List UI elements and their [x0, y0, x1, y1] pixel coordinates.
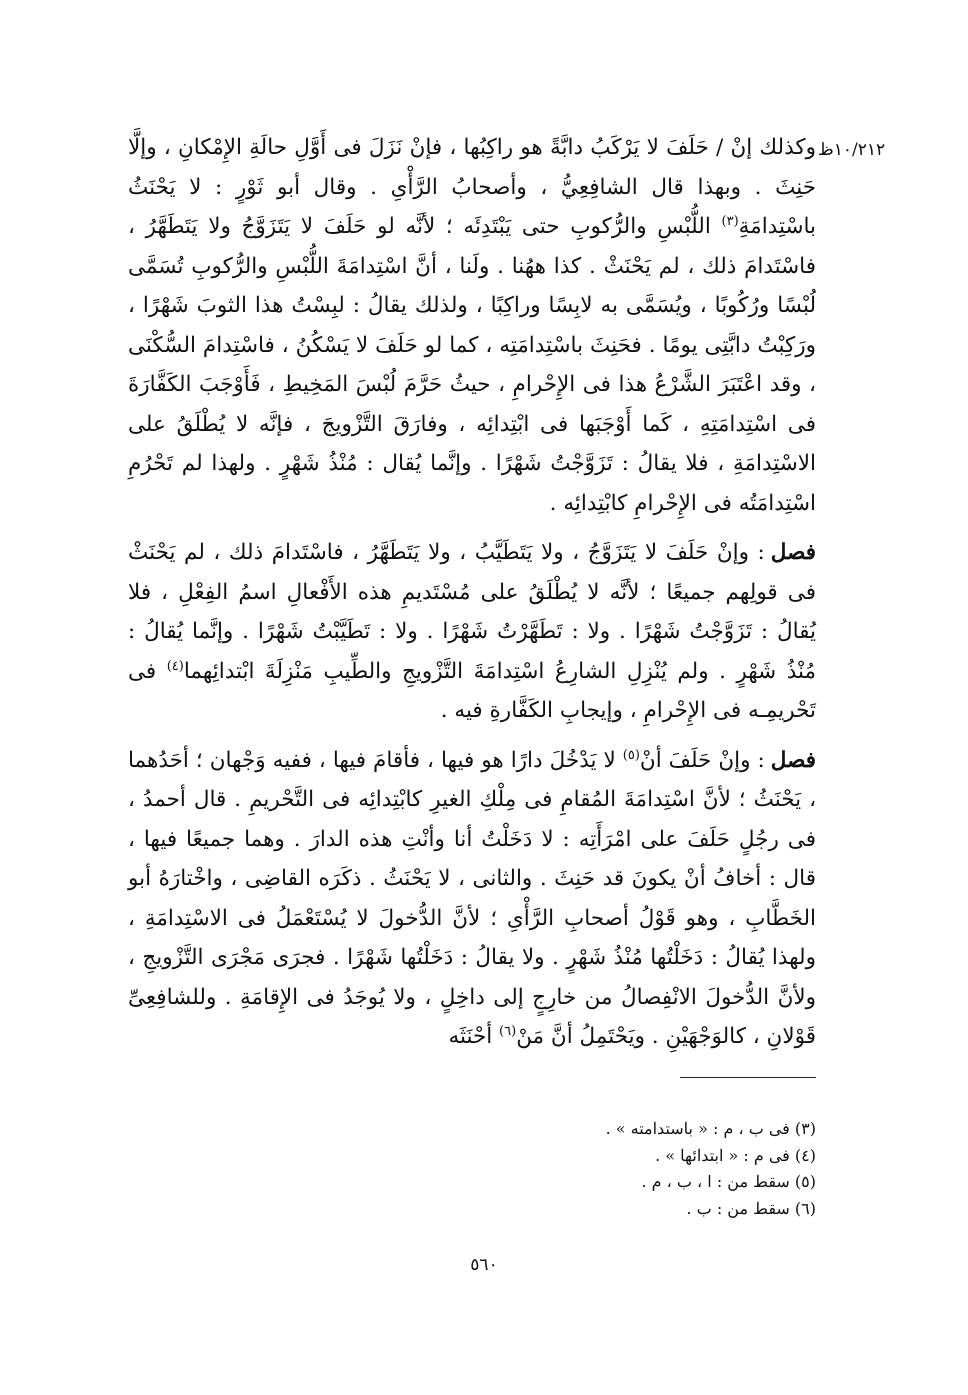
text-line: ابْتِدائِه ، وفارَقَ التَّزْويجَ ، فإنَّه لا يُطْلَقُ على الاسْتِدامَةِ ، فلا يقالُ : تَزَوَّجْتُ شَهْرًا . وإنَّما — [128, 411, 816, 476]
text-line: لا يَدْخُلَ دارًا هو فيها ، فأقامَ فيها ، ففيه وَجْهان ؛ أحَدُهما ، — [128, 747, 817, 812]
section-label: فصل — [770, 540, 816, 565]
footnote-marker: (٤) — [166, 658, 184, 674]
main-text — [128, 128, 816, 1057]
footnote: (٤) فى م : « ابتدائها » . — [655, 1145, 816, 1165]
text-line: قولِهم جميعًا ؛ لأنَّه لا يُطْلَقُ على مُسْتَديمِ هذه الأَفْعالِ اسمُ الفِعْلِ ، فلا يُقالُ : تَزَوَّجْتُ — [128, 579, 816, 644]
footnote-marker: (٦) — [499, 1023, 517, 1039]
footnote-marker: (٣) — [721, 213, 739, 229]
section-label: فصل — [770, 747, 816, 773]
text-line: يَحْنَثْ . كذا ههُنا . ولَنا ، أنَّ اسْتِدامَةَ اللُّبْسِ والرُّكوبِ تُسَمَّى لُبْسًا ورُكُوبًا ، ويُسَمَّى — [128, 253, 816, 318]
footnote-marker: (٥) — [622, 747, 640, 763]
text-line: على امْرَأَتِه : لا دَخَلْتُ أنا وأنْتِ هذه الدارَ . وهما جميعًا فيها ، قال : أخافُ أنْ يكونَ قد — [128, 826, 816, 891]
text-line: يُقال : مُنْذُ شَهْرٍ . ولهذا لم تَحْرُمِ اسْتِدامَتُه فى الإِحْرامِ كابْتِدائِه . — [128, 451, 816, 516]
manuscript-folio-reference: ١٠/٢١٢ظ — [818, 140, 886, 160]
text-line: الشارِعُ اسْتِدامَةَ التَّزْويجِ والطِّيبِ مَنْزِلَةَ ابْتدائِهما — [183, 658, 617, 684]
footnotes — [400, 1116, 816, 1222]
text-line: : وإنْ حَلَفَ لا يَتَزَوَّجُ ، ولا يَتَطَيَّبُ ، ولا يَتَطَهَّرُ ، فاسْتَدامَ ذلك ، لم يَحْنَثْ فى — [128, 540, 816, 605]
text-line: الكَفَّارةِ فيه . — [440, 698, 554, 723]
text-line: أحْنَثَه — [448, 1024, 500, 1049]
text-line: يَحْنَثُ ؛ لأنَّ اسْتِدامَةَ المُقامِ فى مِلْكِ الغيرِ كابْتِدائِه فى التَّحْريمِ . قال أحمدُ ، فى رجُلٍ حَلَفَ — [128, 787, 816, 852]
paragraph-3 — [128, 741, 816, 1057]
footnote: (٣) فى ب ، م : « باستدامته » . — [605, 1119, 816, 1138]
paragraph-2 — [128, 533, 816, 731]
text-line: حَنِثَ . والثانى ، لا يَحْنَثُ . ذكَرَه القاضِى ، واخْتارَهُ أبو الخَطَّابِ ، وهو قَوْلُ أصحابِ — [128, 866, 817, 931]
text-line: حَنِثَ . وبهذا قال الشافِعِيُّ ، وأصحابُ الرَّأْىِ . وقال أبو ثَوْرٍ : لا يَحْنَثُ باسْتِدامَةِ — [128, 174, 816, 239]
text-line: الإِحْرامِ ، حيثُ حَرَّمَ لُبْسَ المَخِيطِ ، فَأَوْجَبَ الكَفَّارَةَ فى اسْتِدامَتِهِ ، كَما أَوْجَبَها فى — [128, 372, 816, 437]
paragraph-1 — [128, 128, 816, 523]
text-line: وكذلك إنْ / حَلَفَ لا يَرْكَبُ دابَّةً هو راكِبُها ، فإنْ نَزَلَ فى أَوَّلِ حالَةِ الإِمْكانِ ، وإلَّا — [128, 135, 816, 160]
text-line: به لابِسًا وراكِبًا ، ولذلك يقالُ : لبِسْتُ هذا الثوبَ شَهْرًا ، ورَكِبْتُ دابَّتِى يومًا . فحَنِثَ — [128, 293, 816, 358]
footnote-divider — [680, 1077, 816, 1078]
text-line: اللُّبْسِ والرُّكوبِ حتى يَبْتَدِئَه ؛ لأنَّه لو حَلَفَ لا يَتَزَوَّجُ ولا يَتَطَهَّرُ ، فاسْتَدامَ ذلك ، لم — [128, 214, 816, 279]
footnote: (٥) سقط من : ا ، ب ، م . — [641, 1172, 816, 1191]
text-line: باسْتِدامَتِه ، كما لو حَلَفَ لا يَسْكُنُ ، فاسْتِدامَ السُّكْنَى ، وقد اعْتَبَرَ الشَّرْعُ هذا فى — [128, 332, 817, 397]
text-line: فى تَحْريمِـه فى الإِحْرامِ ، وإيجابِ — [128, 658, 816, 723]
text-line: يقالُ : دَخَلْتُها شَهْرًا . فجرَى مَجْرَى التَّزْويجِ ، ولأنَّ الدُّخولَ الانْفِصالُ من خارِجٍ إلى — [128, 945, 817, 1010]
text-line: : وإنْ حَلَفَ أنْ — [639, 747, 765, 773]
text-line: شَهْرًا . ولا : تَطَهَّرْتُ شَهْرًا . ولا : تَطَيَّبْتُ شَهْرًا . وإنَّما يُقالُ : مُنْذُ شَهْرٍ . ولم يُنْزِلِ — [128, 619, 816, 684]
page-number: ٥٦٠ — [470, 1255, 498, 1275]
footnote: (٦) سقط من : ب . — [686, 1198, 816, 1218]
text-line: الرَّأْىِ ؛ لأنَّ الدُّخولَ لا يُسْتَعْمَلُ فى الاسْتِدامَةِ ، ولهذا يُقالُ : دَخَلْتُها مُنْذُ شَهْرٍ . ولا — [128, 905, 816, 970]
text-line: داخِلٍ ، ولا يُوجَدُ فى الإِقامَةِ . وللشافِعِىِّ قَوْلانِ ، كالوَجْهَيْنِ . ويَحْتَمِلُ أنَّ مَنْ — [128, 984, 816, 1049]
